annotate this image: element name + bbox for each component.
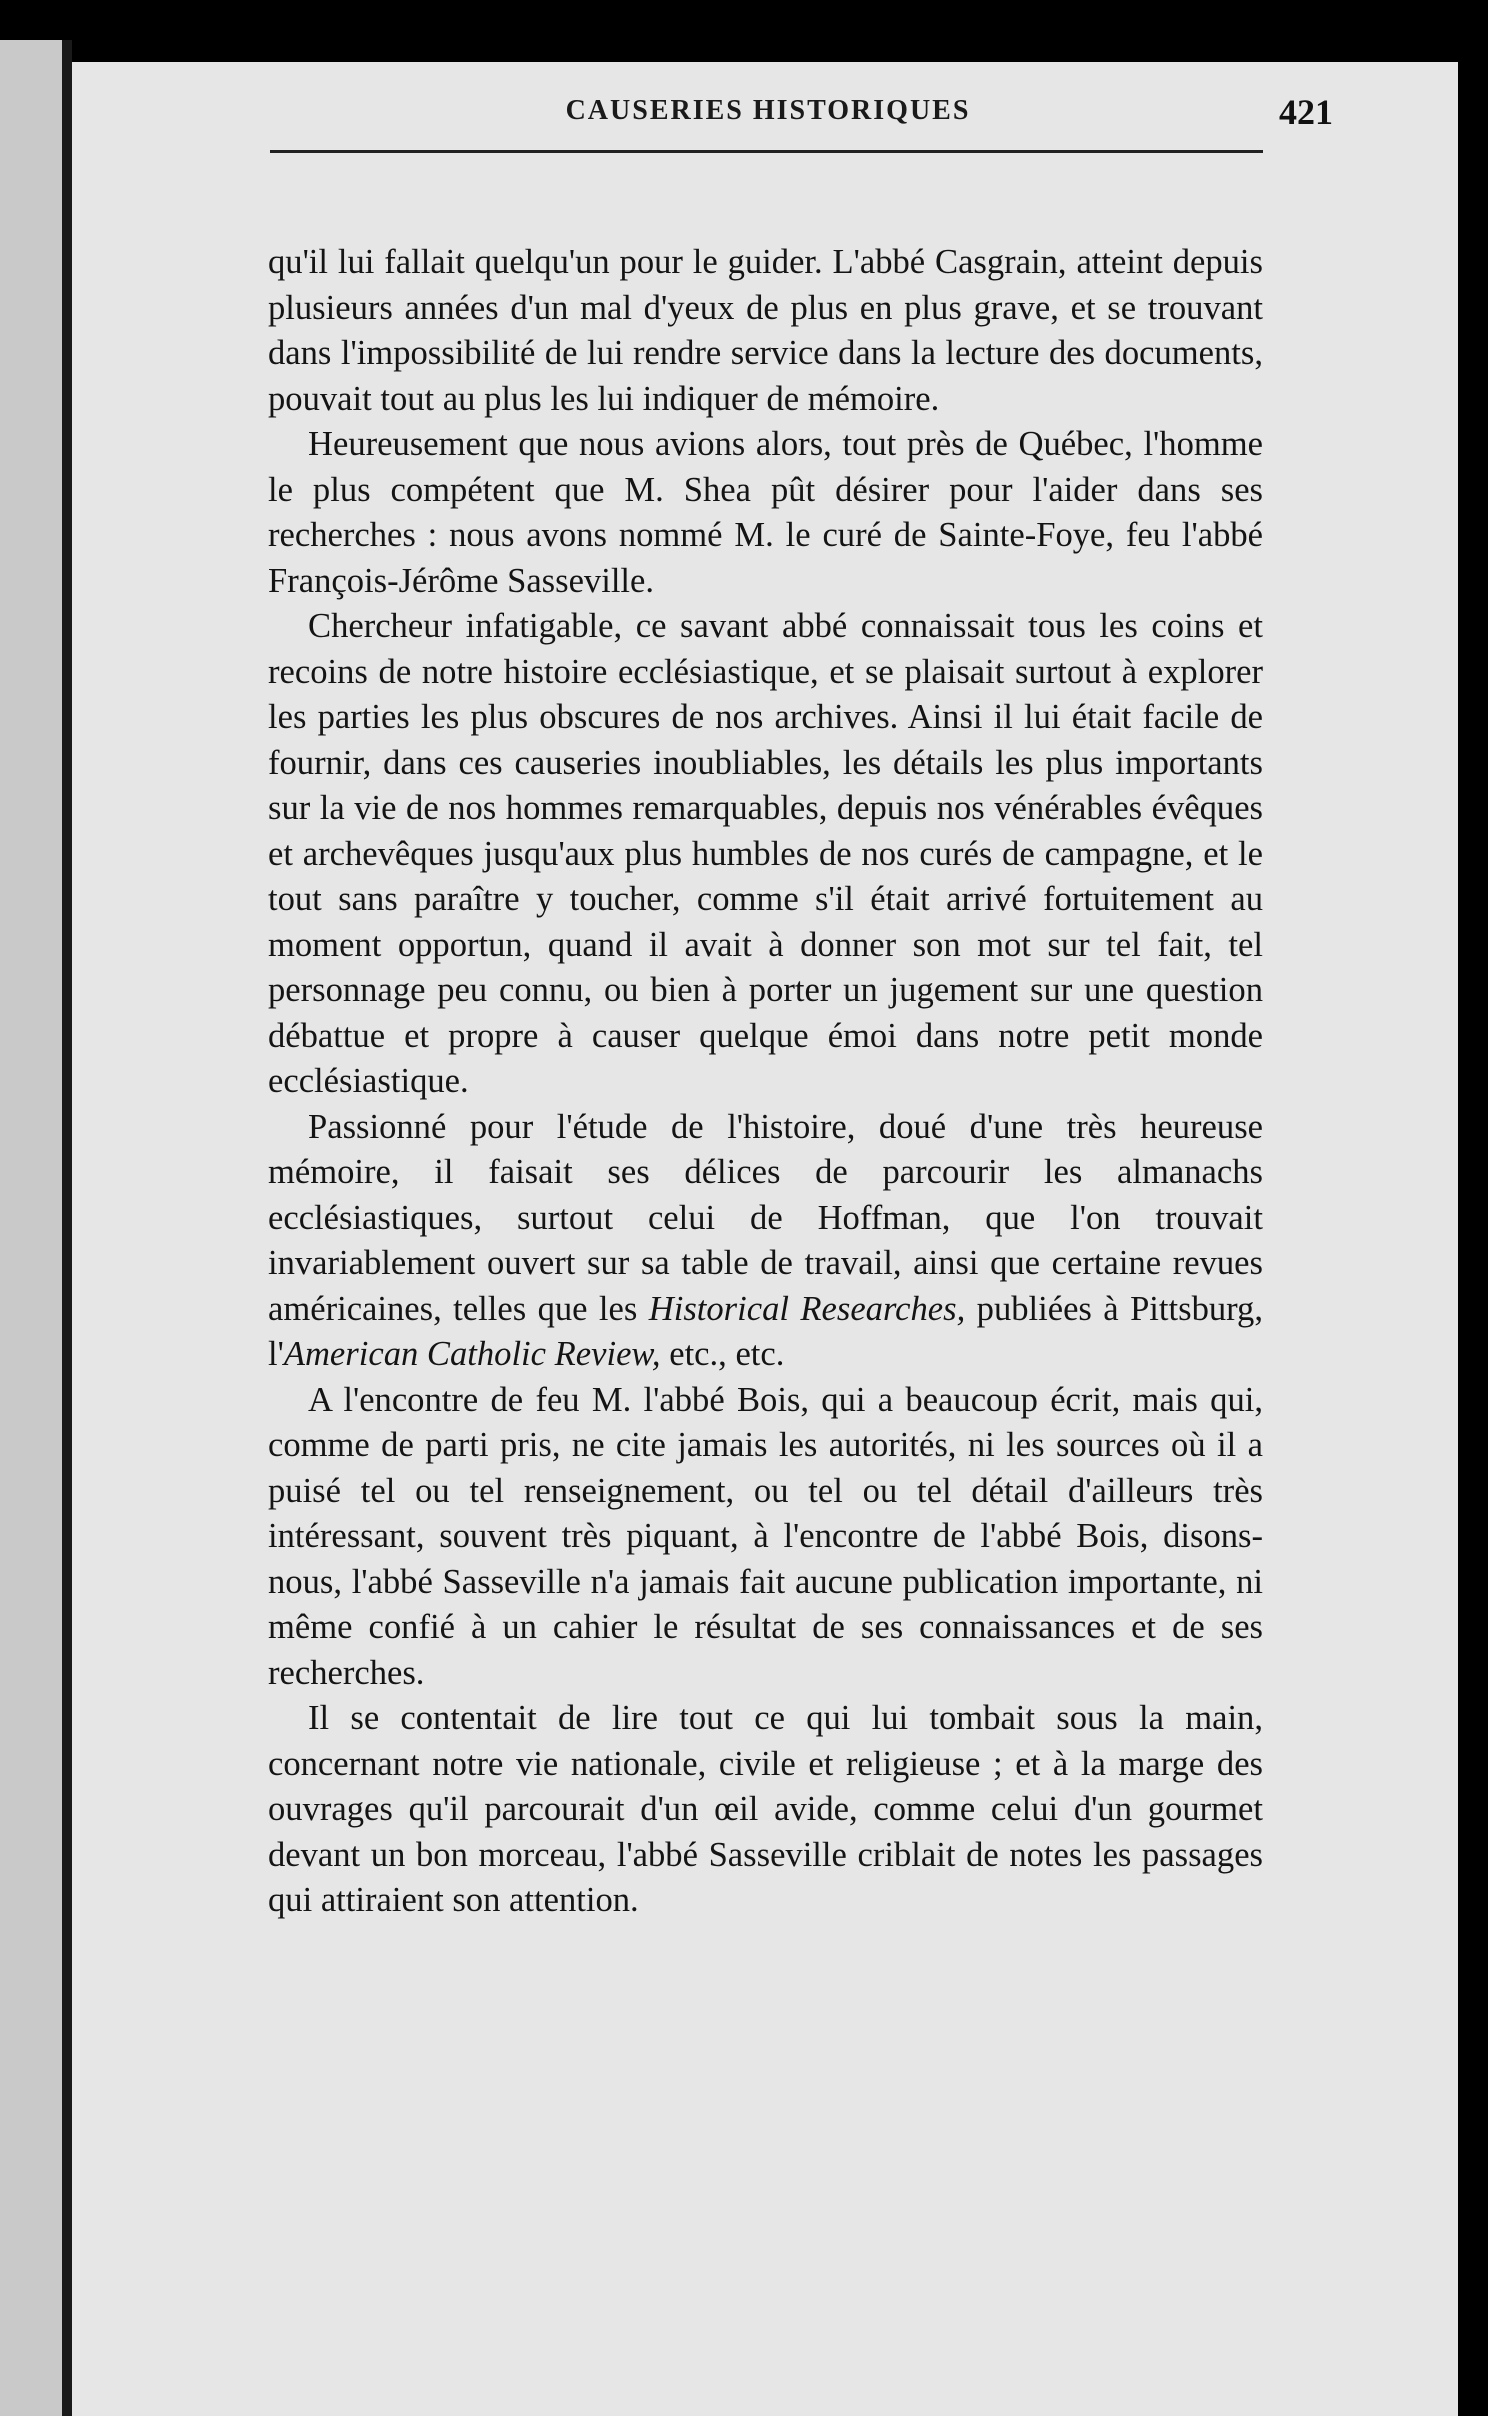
paragraph-2: Heureusement que nous avions alors, tout près de Québec, l'homme le plus compétent que M. Shea pût désirer pour l'aider dans ses recherches : nous avons nommé M. le curé de Sainte-Foye, feu l'abbé François-Jérôme Sasseville. [268, 425, 1263, 600]
paragraph-1: qu'il lui fallait quelqu'un pour le guider. L'abbé Casgrain, atteint depuis plusieurs années d'un mal d'yeux de plus en plus grave, et se trouvant dans l'impossibilité de lui rendre service dans la lecture des documents, pouvait tout au plus les lui indiquer de mémoire. [268, 243, 1263, 418]
paragraph-4-text-before: Passionné pour l'étude de l'histoire, doué d'une très heureuse mémoire, il faisait ses délices de parcourir les almanachs ecclésiastiques, surtout celui de Hoffman, que l'on trouvait invariablement ouvert sur sa table de travail, ainsi que certaine revues américaines, telles que les [268, 1107, 1263, 1328]
paragraph-4-italic-title-1: Historical Researches, [648, 1289, 966, 1328]
left-page-edge [0, 40, 62, 2416]
running-title: CAUSERIES HISTORIQUES [565, 95, 971, 126]
page-number: 421 [1279, 92, 1333, 132]
page-header [268, 92, 1333, 147]
body-text [268, 240, 1263, 1924]
paragraph-4-text-middle: publiées à Pittsburg, l' [268, 1289, 1263, 1373]
paragraph-4 [268, 1105, 1263, 1378]
paragraph-4-italic-title-2: American Catholic Review, [283, 1335, 661, 1373]
book-gutter-shadow [62, 40, 72, 2416]
paragraph-6: Il se contentait de lire tout ce qui lui tombait sous la main, concernant notre vie nationale, civile et religieuse ; et à la marge des ouvrages qu'il parcourait d'un œil avide, comme celui d'un gourmet devant un bon morceau, l'abbé Sasseville criblait de notes les passages qui attiraient son attention. [268, 1699, 1263, 1919]
paragraph-3: Chercheur infatigable, ce savant abbé connaissait tous les coins et recoins de notre histoire ecclésiastique, et se plaisait surtout à explorer les parties les plus obscures de nos archives. Ainsi il lui était facile de fournir, dans ces causeries inoubliables, les détails les plus importants sur la vie de nos hommes remarquables, depuis nos vénérables évêques et archevêques jusqu'aux plus humbles de nos curés de campagne, et le tout sans paraître y toucher, comme s'il était arrivé fortuitement au moment opportun, quand il avait à donner son mot sur tel fait, tel personnage peu connu, ou bien à porter un jugement sur une question débattue et propre à causer quelque émoi dans notre petit monde ecclésiastique. [268, 607, 1263, 1100]
paragraph-4-text-after: etc., etc. [660, 1335, 785, 1373]
header-rule [270, 150, 1263, 153]
paragraph-5: A l'encontre de feu M. l'abbé Bois, qui a beaucoup écrit, mais qui, comme de parti pris, ne cite jamais les autorités, ni les sources où il a puisé tel ou tel renseignement, ou tel ou tel détail d'ailleurs très intéressant, souvent très piquant, à l'encontre de l'abbé Bois, disons-nous, l'abbé Sasseville n'a jamais fait aucune publication importante, ni même confié à un cahier le résultat de ses connaissances et de ses recherches. [268, 1380, 1263, 1692]
